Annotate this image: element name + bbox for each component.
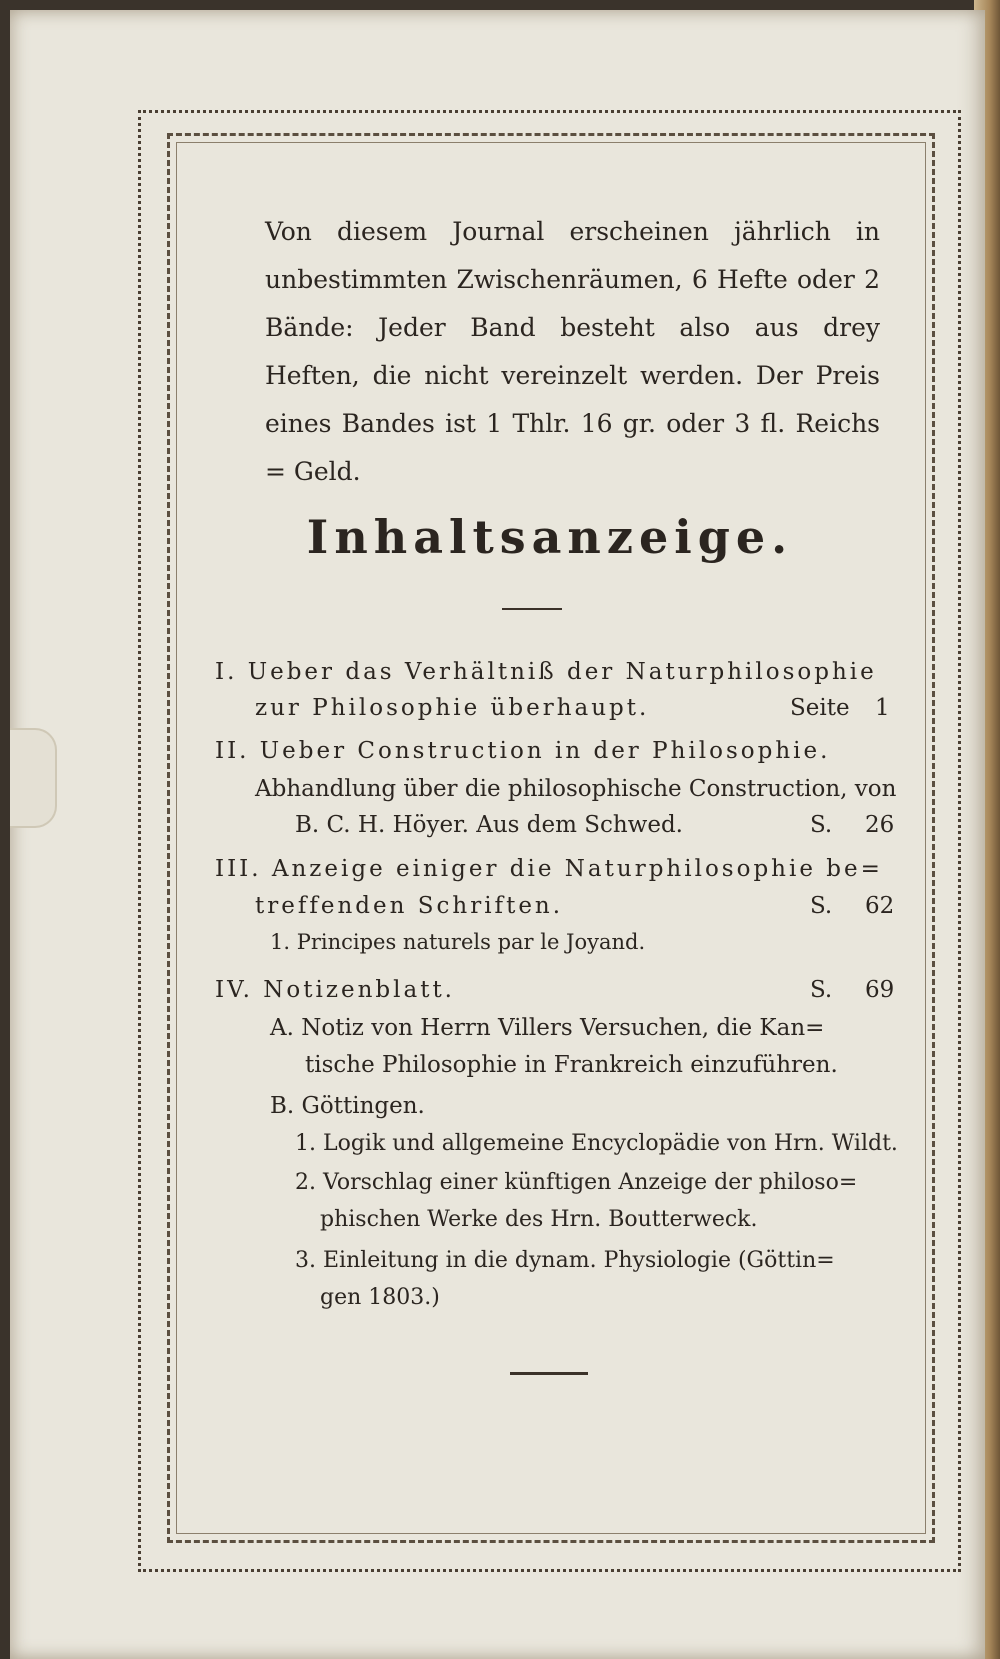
toc-entry-3-title: III. Anzeige einiger die Naturphilosophie be= xyxy=(215,856,883,882)
page-tab xyxy=(10,728,57,828)
toc-entry-1-page-label: Seite xyxy=(790,695,850,721)
toc-entry-4-a-line1: A. Notiz von Herrn Villers Versuchen, die Kan= xyxy=(270,1015,825,1041)
toc-entry-4-b-2-line1: 2. Vorschlag einer künftigen Anzeige der philoso= xyxy=(295,1170,858,1195)
toc-entry-4-b-3-line1: 3. Einleitung in die dynam. Physiologie (Göttin= xyxy=(295,1248,835,1273)
toc-entry-4-b-2-line2: phischen Werke des Hrn. Boutterweck. xyxy=(320,1207,758,1232)
toc-entry-1-title: I. Ueber das Verhältniß der Naturphilosophie xyxy=(215,659,877,685)
toc-entry-3-sub-1: 1. Principes naturels par le Joyand. xyxy=(270,930,646,954)
toc-entry-3-page: 62 xyxy=(865,893,895,919)
toc-entry-1-subtitle: zur Philosophie überhaupt. xyxy=(255,695,650,721)
page-heading: Inhaltsanzeige. xyxy=(306,510,794,564)
toc-entry-4-b: B. Göttingen. xyxy=(270,1093,425,1119)
divider-short xyxy=(502,608,562,610)
toc-entry-2-page-label: S. xyxy=(810,812,833,838)
toc-entry-4-b-1: 1. Logik und allgemeine Encyclopädie von Hrn. Wildt. xyxy=(295,1131,898,1156)
toc-entry-2-page: 26 xyxy=(865,812,895,838)
toc-entry-4-title: IV. Notizenblatt. xyxy=(215,977,455,1003)
toc-entry-2-subtitle: Abhandlung über die philosophische Construction, von xyxy=(255,776,897,802)
toc-entry-3-subtitle: treffenden Schriften. xyxy=(255,893,564,919)
toc-entry-4-b-3-line2: gen 1803.) xyxy=(320,1285,440,1310)
divider-bottom xyxy=(510,1372,588,1375)
toc-entry-4-a-line2: tische Philosophie in Frankreich einzuführen. xyxy=(305,1052,838,1078)
toc-entry-1-page: 1 xyxy=(875,695,890,721)
toc-entry-4-page-label: S. xyxy=(810,977,833,1003)
toc-entry-2-author: B. C. H. Höyer. Aus dem Schwed. xyxy=(295,812,683,838)
toc-entry-3-page-label: S. xyxy=(810,893,833,919)
intro-paragraph: Von diesem Journal erscheinen jährlich in unbestimmten Zwischenräumen, 6 Hefte oder 2 Bände: Jeder Band besteht also aus drey Heften, die nicht vereinzelt werden. Der Preis eines Bandes ist 1 Thlr. 16 gr. oder 3 fl. Reichs = Geld. xyxy=(265,217,880,486)
toc-entry-2-title: II. Ueber Construction in der Philosophie. xyxy=(215,738,831,764)
toc-entry-4-page: 69 xyxy=(865,977,895,1003)
